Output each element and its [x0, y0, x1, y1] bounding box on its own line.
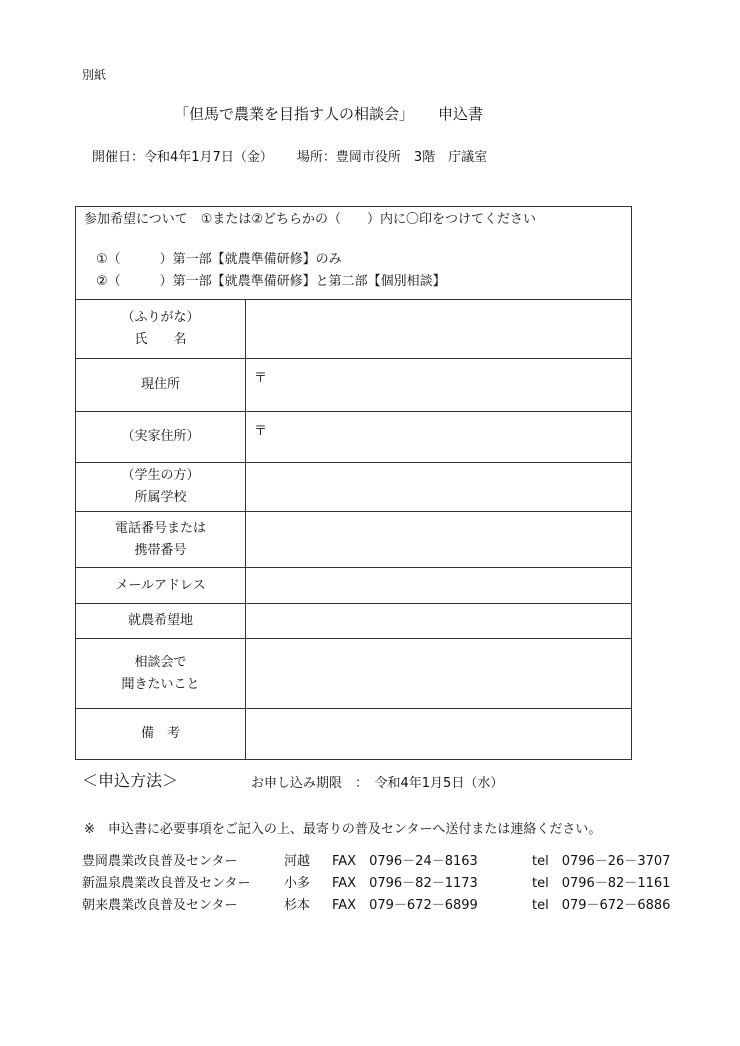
farm-area-row [76, 604, 632, 639]
center-name: 朝来農業改良普及センター [82, 898, 238, 913]
address-label: 現住所 [76, 359, 246, 412]
event-venue: 場所：豊岡市役所 3階 庁議室 [296, 150, 488, 165]
name-label: 氏 名 [134, 332, 187, 347]
option-1[interactable]: ①（ ）第一部【就農準備研修】のみ [96, 252, 342, 267]
phone-label-line1: 電話番号または [114, 520, 206, 536]
document-label: 別紙 [82, 68, 107, 82]
participation-instruction: 参加希望について ①または②どちらかの（ ）内に〇印をつけてください [84, 212, 537, 227]
option-2[interactable]: ②（ ）第一部【就農準備研修】と第二部【個別相談】 [96, 274, 446, 289]
contact-person: 小多 [284, 876, 311, 891]
questions-label-line1: 相談会で [134, 654, 187, 670]
application-note: ※ 申込書に必要事項をご記入の上、最寄りの普及センターへ送付または連絡ください。 [84, 822, 602, 837]
remarks-field[interactable] [246, 709, 632, 760]
remarks-row [76, 709, 632, 760]
contact-person: 河越 [284, 854, 311, 869]
family-address-label: （実家住所） [76, 412, 246, 463]
address-row [76, 359, 632, 412]
postal-mark: 〒 [254, 371, 268, 386]
contact-row [82, 850, 694, 872]
questions-field[interactable] [246, 639, 632, 709]
questions-row [76, 639, 632, 709]
phone-label-cell [76, 512, 246, 568]
postal-mark: 〒 [254, 424, 268, 439]
center-name: 新温泉農業改良普及センター [82, 876, 251, 891]
application-method-heading: ＜申込方法＞ [82, 771, 179, 790]
phone-row [76, 512, 632, 568]
questions-label-line2: 聞きたいこと [121, 676, 200, 692]
name-field[interactable] [246, 300, 632, 359]
name-furigana-label: （ふりがな） [121, 310, 200, 325]
farm-area-field[interactable] [246, 604, 632, 639]
document-title [174, 103, 483, 124]
school-field[interactable] [246, 463, 632, 512]
name-label-cell [76, 300, 246, 359]
email-field[interactable] [246, 568, 632, 604]
fax-number: FAX 079－672－6899 [332, 898, 478, 913]
family-address-row [76, 412, 632, 463]
family-address-field[interactable] [246, 412, 632, 463]
contact-row [82, 872, 694, 894]
fax-number: FAX 0796－82－1173 [332, 876, 478, 891]
event-title: 「但馬で農業を目指す人の相談会」 [174, 105, 415, 123]
email-label: メールアドレス [76, 568, 246, 604]
tel-number: tel 0796－82－1161 [532, 876, 671, 891]
farm-area-label: 就農希望地 [76, 604, 246, 639]
application-deadline: お申し込み期限 ： 令和4年1月5日（水） [251, 776, 504, 791]
school-row [76, 463, 632, 512]
event-info [92, 146, 487, 165]
contact-row [82, 894, 694, 916]
phone-label-line2: 携帯番号 [134, 542, 187, 558]
email-row [76, 568, 632, 604]
phone-field[interactable] [246, 512, 632, 568]
participation-row [76, 207, 632, 300]
center-name: 豊岡農業改良普及センター [82, 854, 238, 869]
student-note: （学生の方） [121, 468, 200, 483]
event-date: 開催日：令和4年1月7日（金） [92, 150, 273, 165]
school-label: 所属学校 [134, 490, 187, 505]
fax-number: FAX 0796－24－8163 [332, 854, 478, 869]
address-field[interactable] [246, 359, 632, 412]
tel-number: tel 0796－26－3707 [532, 854, 671, 869]
remarks-label: 備 考 [76, 709, 246, 760]
school-label-cell [76, 463, 246, 512]
application-form-table [75, 206, 632, 760]
questions-label-cell [76, 639, 246, 709]
name-row [76, 300, 632, 359]
tel-number: tel 079－672－6886 [532, 898, 671, 913]
form-name: 申込書 [438, 105, 484, 123]
participation-cell [76, 207, 632, 300]
contact-person: 杉本 [284, 898, 311, 913]
